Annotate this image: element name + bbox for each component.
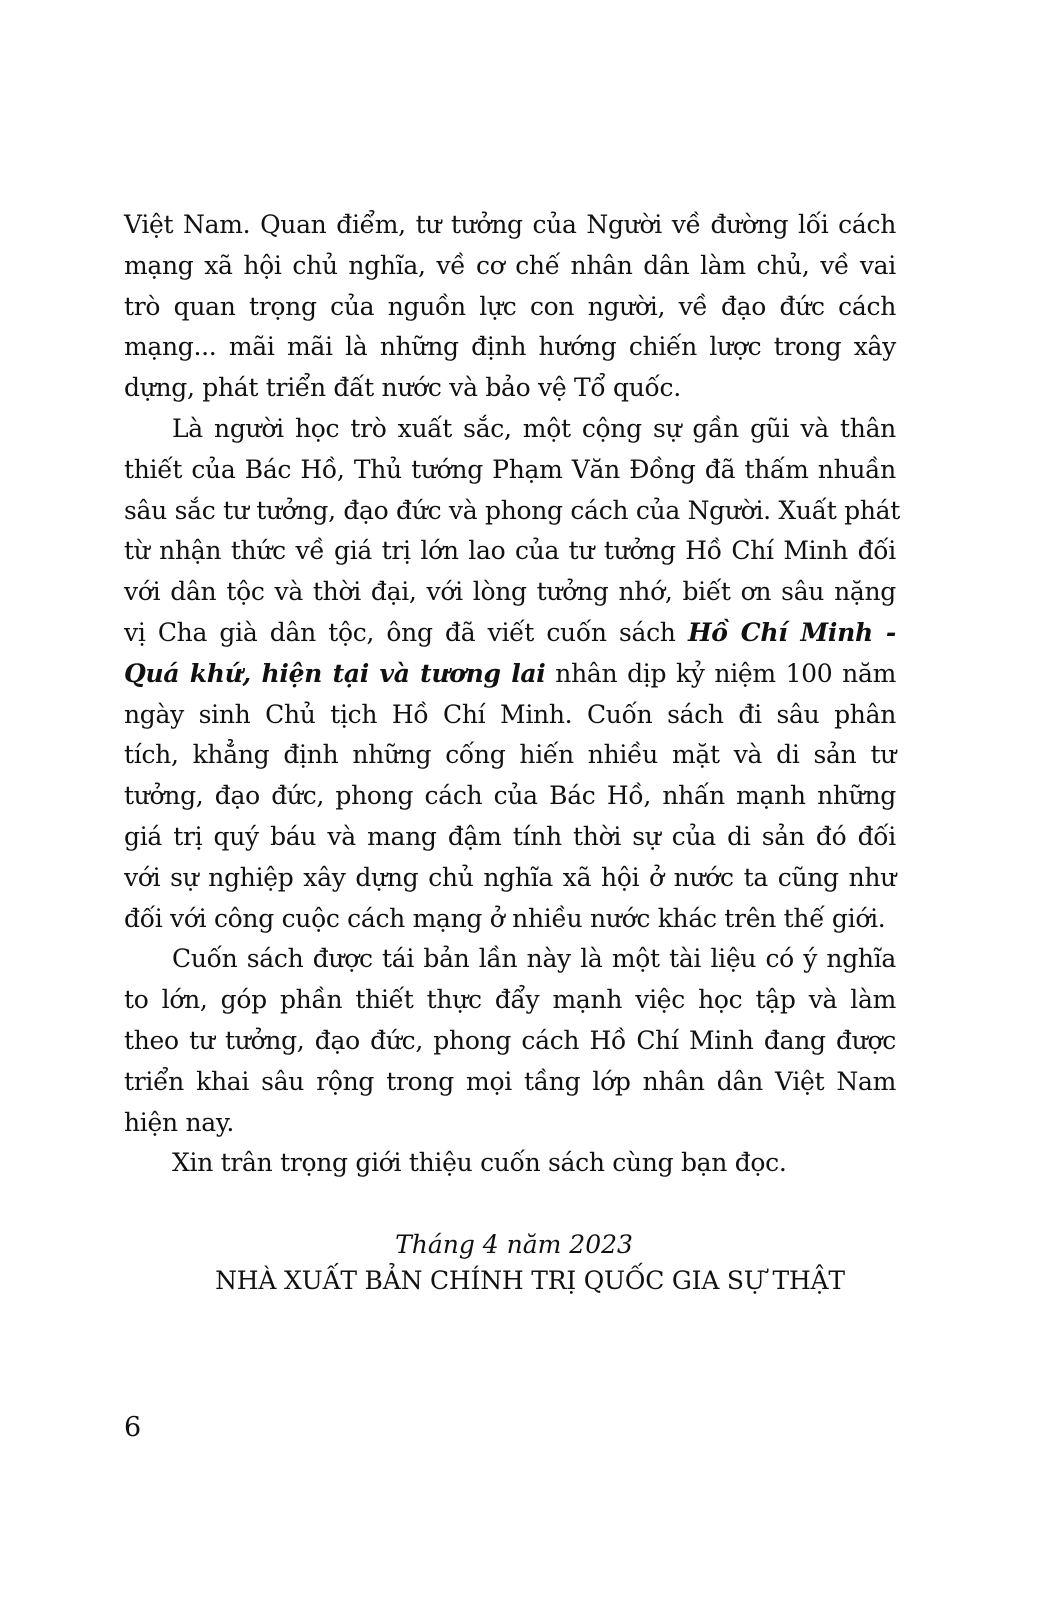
- text-line: theo tư tưởng, đạo đức, phong cách Hồ Chí Minh đang được: [124, 1025, 896, 1055]
- book-title: Hồ Chí Minh -: [687, 617, 897, 647]
- text-line: hiện nay.: [124, 1107, 234, 1137]
- text-line: thiết của Bác Hồ, Thủ tướng Phạm Văn Đồng đã thấm nhuần: [124, 454, 896, 484]
- text-line: sâu sắc tư tưởng, đạo đức và phong cách của Người. Xuất phát: [124, 495, 900, 525]
- signature-date: Tháng 4 năm 2023: [395, 1230, 633, 1259]
- text-fragment: vị Cha già dân tộc, ông đã viết cuốn sách: [124, 617, 688, 647]
- text-line: từ nhận thức về giá trị lớn lao của tư tưởng Hồ Chí Minh đối: [124, 536, 896, 566]
- text-line: Xin trân trọng giới thiệu cuốn sách cùng bạn đọc.: [172, 1148, 787, 1178]
- text-fragment: nhân dịp kỷ niệm 100 năm: [545, 658, 896, 688]
- signature-publisher: NHÀ XUẤT BẢN CHÍNH TRỊ QUỐC GIA SỰ THẬT: [215, 1266, 845, 1295]
- text-line: mạng... mãi mãi là những định hướng chiến lược trong xây: [124, 332, 896, 362]
- text-line: với sự nghiệp xây dựng chủ nghĩa xã hội ở nước ta cũng như: [124, 862, 896, 892]
- text-line: triển khai sâu rộng trong mọi tầng lớp nhân dân Việt Nam: [124, 1066, 896, 1096]
- paragraph-3: [124, 939, 896, 1143]
- text-line: đối với công cuộc cách mạng ở nhiều nước khác trên thế giới.: [124, 903, 886, 933]
- text-line: Cuốn sách được tái bản lần này là một tài liệu có ý nghĩa: [172, 944, 896, 974]
- text-line: Việt Nam. Quan điểm, tư tưởng của Người về đường lối cách: [124, 210, 896, 239]
- page-number: 6: [124, 1412, 142, 1443]
- text-line: [124, 613, 896, 654]
- paragraph-2: [124, 409, 900, 939]
- text-line: mạng xã hội chủ nghĩa, về cơ chế nhân dân làm chủ, về vai: [124, 250, 896, 280]
- book-title: Quá khứ, hiện tại và tương lai: [124, 658, 546, 688]
- text-line: giá trị quý báu và mang đậm tính thời sự của di sản đó đối: [124, 821, 896, 851]
- text-line: Là người học trò xuất sắc, một cộng sự gần gũi và thân: [172, 413, 896, 443]
- text-line: với dân tộc và thời đại, với lòng tưởng nhớ, biết ơn sâu nặng: [124, 577, 896, 607]
- text-line: tích, khẳng định những cống hiến nhiều mặt và di sản tư: [124, 740, 896, 770]
- paragraph-4: [124, 1143, 896, 1184]
- paragraph-1: [124, 205, 896, 409]
- text-line: dựng, phát triển đất nước và bảo vệ Tổ quốc.: [124, 373, 681, 403]
- text-line: [124, 654, 896, 695]
- text-line: trò quan trọng của nguồn lực con người, về đạo đức cách: [124, 291, 896, 321]
- document-body: [124, 205, 900, 1184]
- text-line: tưởng, đạo đức, phong cách của Bác Hồ, nhấn mạnh những: [124, 781, 896, 811]
- text-line: ngày sinh Chủ tịch Hồ Chí Minh. Cuốn sách đi sâu phân: [124, 699, 896, 729]
- text-line: to lớn, góp phần thiết thực đẩy mạnh việc học tập và làm: [124, 985, 896, 1015]
